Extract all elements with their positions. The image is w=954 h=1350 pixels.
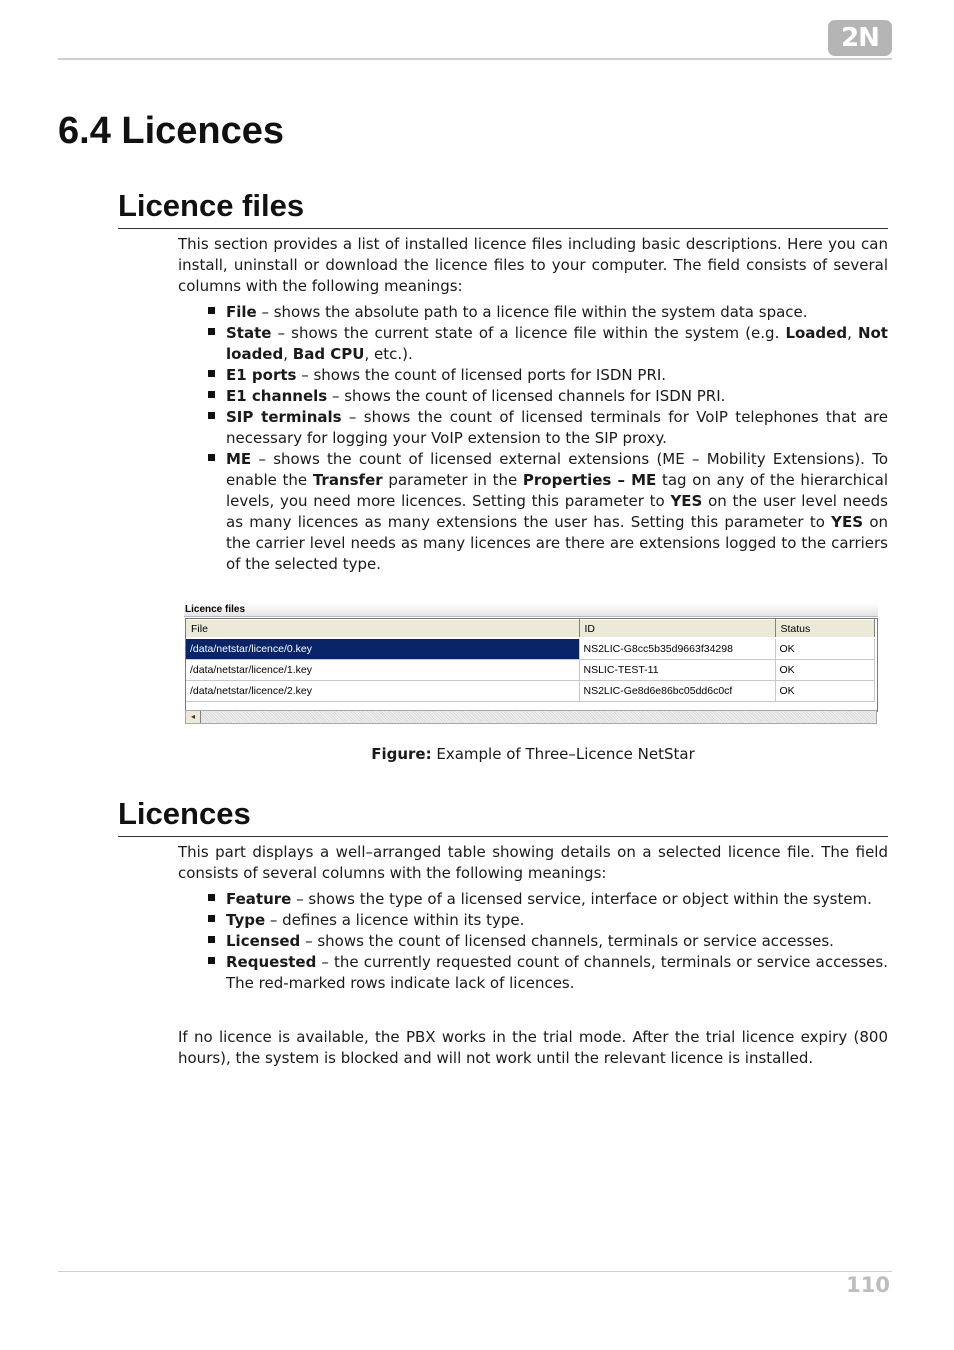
- bullet-square-icon: [208, 412, 215, 419]
- licences-intro: This part displays a well–arranged table showing details on a selected licence file. The field consists of several columns with the following meanings:: [178, 843, 888, 882]
- cell-id: NS2LIC-Ge8d6e86bc05dd6c0cf: [579, 681, 775, 702]
- brand-logo: 2N: [828, 20, 892, 56]
- cell-file: /data/netstar/licence/1.key: [186, 660, 579, 681]
- bullet-square-icon: [208, 391, 215, 398]
- page-number: 110: [846, 1273, 890, 1297]
- licences-outro: If no licence is available, the PBX works in the trial mode. After the trial licence expiry (800 hours), the system is blocked and will not work until the relevant licence is installed.: [178, 1028, 888, 1067]
- bullet-square-icon: [208, 370, 215, 377]
- table-row[interactable]: [186, 638, 874, 660]
- chapter-title: 6.4 Licences: [58, 110, 285, 152]
- licence-files-bullets: [178, 302, 888, 575]
- column-header-status[interactable]: Status: [775, 620, 874, 639]
- footer-rule: [58, 1271, 892, 1272]
- column-header-file[interactable]: File: [186, 620, 579, 639]
- column-header-id[interactable]: ID: [579, 620, 775, 639]
- list-item: SIP terminals – shows the count of licensed terminals for VoIP telephones that are necessary for logging your VoIP extension to the SIP proxy.: [178, 407, 888, 449]
- licence-files-intro: This section provides a list of installed licence files including basic descriptions. Here you can install, uninstall or download the licence files to your computer. The field consists of several columns with the following meanings:: [178, 235, 888, 295]
- licences-bullets: [178, 889, 888, 994]
- cell-status: OK: [775, 681, 874, 702]
- section-heading-licences: Licences: [118, 796, 888, 837]
- list-item: Feature – shows the type of a licensed service, interface or object within the system.: [178, 889, 888, 910]
- bullet-square-icon: [208, 936, 215, 943]
- cell-id: NSLIC-TEST-11: [579, 660, 775, 681]
- scroll-left-icon[interactable]: ◂: [186, 711, 201, 723]
- horizontal-scrollbar[interactable]: [185, 710, 877, 724]
- bullet-square-icon: [208, 915, 215, 922]
- licence-files-screenshot: [184, 603, 878, 726]
- bullet-square-icon: [208, 307, 215, 314]
- list-item: E1 ports – shows the count of licensed ports for ISDN PRI.: [178, 365, 888, 386]
- bullet-square-icon: [208, 328, 215, 335]
- section-heading-licence-files: Licence files: [118, 188, 888, 229]
- bullet-square-icon: [208, 957, 215, 964]
- header-rule: [58, 58, 892, 60]
- list-item: Licensed – shows the count of licensed channels, terminals or service accesses.: [178, 931, 888, 952]
- cell-status: OK: [775, 638, 874, 660]
- cell-id: NS2LIC-G8cc5b35d9663f34298: [579, 638, 775, 660]
- table-row[interactable]: [186, 681, 874, 702]
- bullet-square-icon: [208, 894, 215, 901]
- figure-caption: Figure: Example of Three–Licence NetStar: [371, 745, 695, 763]
- widget-title: Licence files: [184, 603, 878, 617]
- list-item: File – shows the absolute path to a licence file within the system data space.: [178, 302, 888, 323]
- list-item: ME – shows the count of licensed external extensions (ME – Mobility Extensions). To enable the Transfer parameter in the Properties – ME tag on any of the hierarchical levels, you need more licences. Setting this parameter to YES on the user level needs as many licences as many extensions the user has. Setting this parameter to YES on the carrier level needs as many licences are there are extensions logged to the carriers of the selected type.: [178, 449, 888, 575]
- cell-file: /data/netstar/licence/0.key: [186, 638, 579, 660]
- bullet-square-icon: [208, 454, 215, 461]
- list-item: E1 channels – shows the count of licensed channels for ISDN PRI.: [178, 386, 888, 407]
- table-row[interactable]: [186, 660, 874, 681]
- cell-status: OK: [775, 660, 874, 681]
- list-item: State – shows the current state of a licence file within the system (e.g. Loaded, Not loaded, Bad CPU, etc.).: [178, 323, 888, 365]
- cell-file: /data/netstar/licence/2.key: [186, 681, 579, 702]
- licence-files-grid: [185, 618, 878, 712]
- list-item: Type – defines a licence within its type.: [178, 910, 888, 931]
- list-item: Requested – the currently requested count of channels, terminals or service accesses. The red-marked rows indicate lack of licences.: [178, 952, 888, 994]
